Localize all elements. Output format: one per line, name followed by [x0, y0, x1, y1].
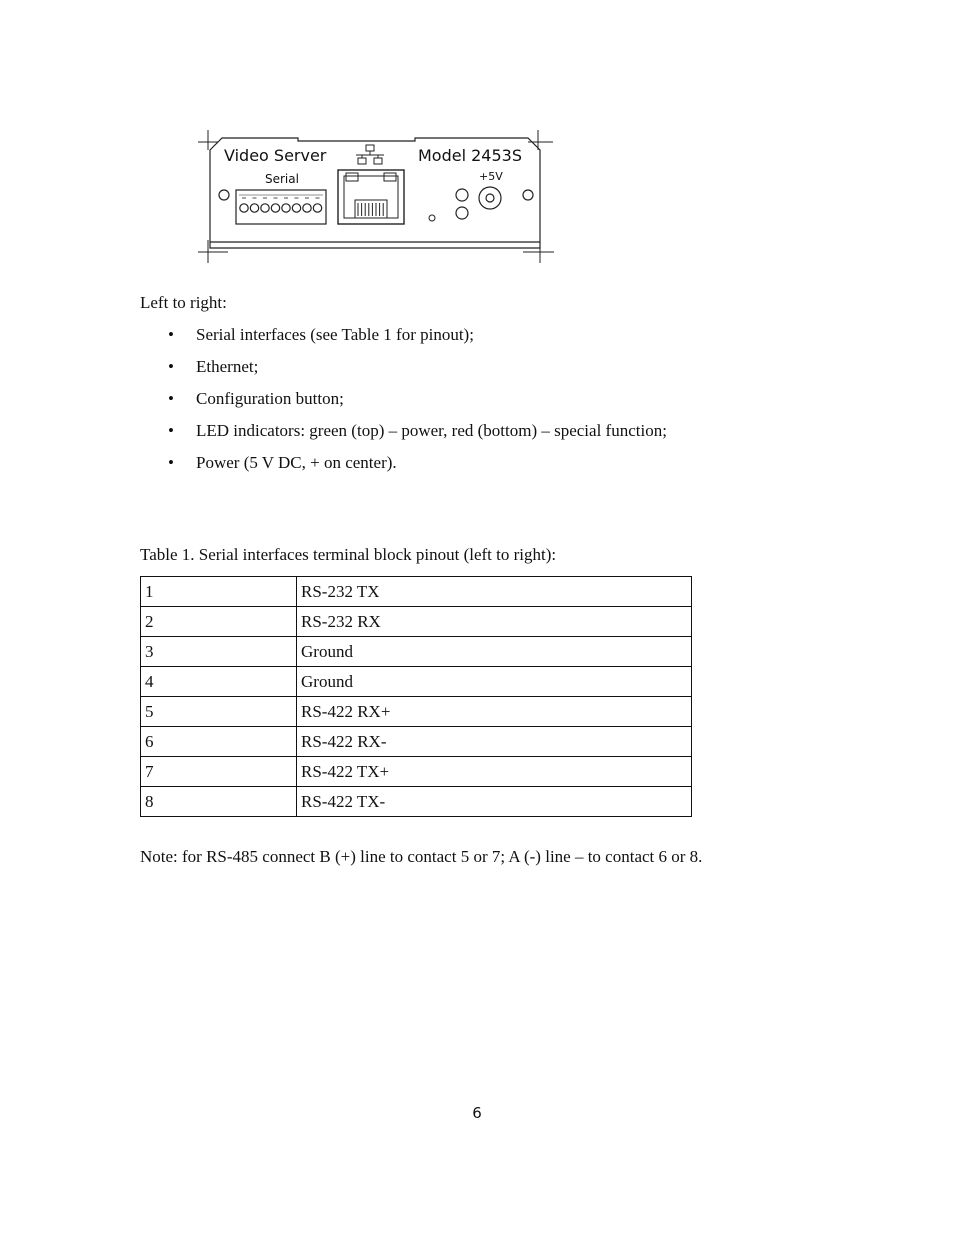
pin-number-cell: 3 — [141, 637, 297, 667]
table-row — [141, 697, 692, 727]
serial-label: Serial — [265, 172, 299, 186]
list-item — [140, 388, 667, 420]
pinout-table — [140, 576, 692, 817]
list-item-text: Serial interfaces (see Table 1 for pinout); — [196, 325, 474, 344]
signal-cell: RS-232 RX — [297, 607, 692, 637]
power-jack[interactable] — [479, 187, 501, 209]
serial-terminal-block — [236, 190, 326, 224]
left-hole-icon — [219, 190, 229, 200]
power-label: +5V — [479, 170, 503, 183]
power-led-green — [456, 189, 468, 201]
signal-cell: RS-422 RX- — [297, 727, 692, 757]
table-row — [141, 727, 692, 757]
list-item-text: LED indicators: green (top) – power, red (bottom) – special function; — [196, 421, 667, 440]
signal-cell: Ground — [297, 637, 692, 667]
configuration-button[interactable] — [429, 215, 435, 221]
intro-text: Left to right: — [140, 293, 227, 312]
pin-number-cell: 7 — [141, 757, 297, 787]
terminal-contact — [313, 204, 321, 212]
terminal-contact — [261, 204, 269, 212]
ethernet-port — [338, 170, 404, 224]
terminal-contact — [303, 204, 311, 212]
page-number: 6 — [472, 1104, 482, 1122]
special-led-red — [456, 207, 468, 219]
table-caption: Table 1. Serial interfaces terminal block pinout (left to right): — [140, 545, 557, 564]
pin-number-cell: 2 — [141, 607, 297, 637]
table-row — [141, 787, 692, 817]
list-item — [140, 420, 667, 452]
table-row — [141, 577, 692, 607]
table-row — [141, 637, 692, 667]
feature-list — [140, 324, 667, 484]
signal-cell: Ground — [297, 667, 692, 697]
list-item-text: Configuration button; — [196, 389, 344, 408]
power-jack-center — [486, 194, 494, 202]
bullet-icon: • — [168, 421, 174, 440]
device-front-panel-drawing — [198, 130, 558, 265]
device-name-label: Video Server — [224, 146, 327, 165]
terminal-contact — [250, 204, 258, 212]
signal-cell: RS-232 TX — [297, 577, 692, 607]
terminal-contact — [240, 204, 248, 212]
pin-number-cell: 8 — [141, 787, 297, 817]
bullet-icon: • — [168, 357, 174, 376]
list-item-text: Power (5 V DC, + on center). — [196, 453, 397, 472]
signal-cell: RS-422 TX- — [297, 787, 692, 817]
list-item — [140, 324, 667, 356]
terminal-contact — [271, 204, 279, 212]
terminal-contact — [282, 204, 290, 212]
rs485-note: Note: for RS-485 connect B (+) line to contact 5 or 7; A (-) line – to contact 6 or 8. — [140, 847, 703, 866]
model-label: Model 2453S — [418, 146, 522, 165]
bullet-icon: • — [168, 389, 174, 408]
right-hole-icon — [523, 190, 533, 200]
pin-number-cell: 4 — [141, 667, 297, 697]
bullet-icon: • — [168, 453, 174, 472]
terminal-contact — [292, 204, 300, 212]
pin-number-cell: 6 — [141, 727, 297, 757]
bullet-icon: • — [168, 325, 174, 344]
device-front-panel-figure — [198, 130, 558, 265]
network-icon — [356, 145, 384, 164]
table-row — [141, 757, 692, 787]
signal-cell: RS-422 TX+ — [297, 757, 692, 787]
pin-number-cell: 1 — [141, 577, 297, 607]
table-row — [141, 607, 692, 637]
list-item — [140, 452, 667, 484]
pin-number-cell: 5 — [141, 697, 297, 727]
list-item-text: Ethernet; — [196, 357, 259, 376]
list-item — [140, 356, 667, 388]
table-row — [141, 667, 692, 697]
signal-cell: RS-422 RX+ — [297, 697, 692, 727]
